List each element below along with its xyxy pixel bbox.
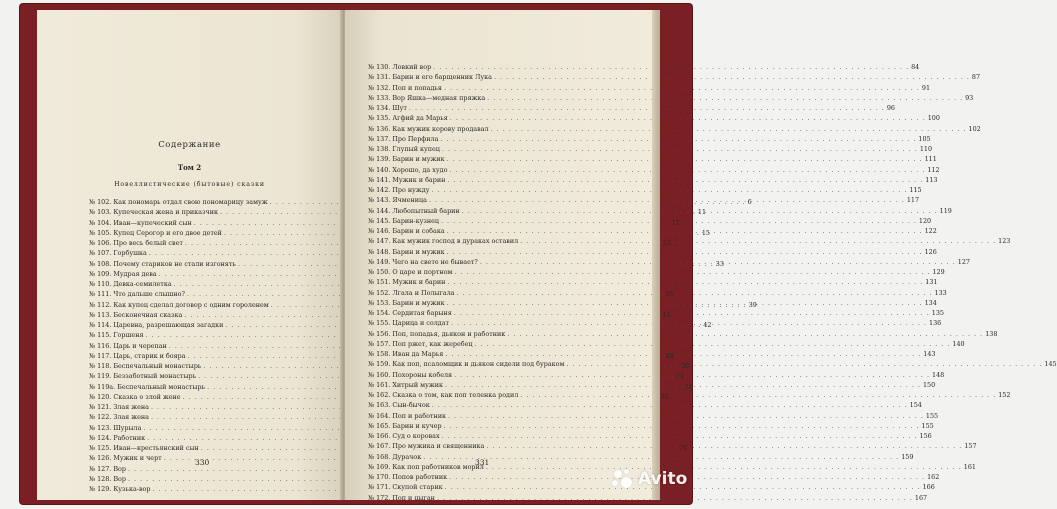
entry-page: 100 [927,114,940,123]
dot-leader [440,144,920,154]
entry-number: № 120. [89,392,112,401]
page-number-left: 330 [195,458,210,467]
entry-number: № 112. [89,300,112,309]
entry-page: 138 [985,329,998,338]
entry-number: № 164. [368,411,391,420]
entry-page: 22 [662,239,671,247]
entry-number: № 125. [89,444,112,452]
entry-page: 133 [934,288,947,297]
dot-leader [442,83,922,93]
entry-page: 120 [918,216,932,225]
toc-entry [368,247,937,257]
entry-page: 52 [676,372,685,381]
entry-page: 48 [665,351,674,360]
entry-page: 115 [909,186,922,194]
entry-title: Вор [113,474,126,483]
dot-leader [452,370,932,380]
entry-page: 136 [929,319,942,328]
entry-number: № 102. [89,198,112,206]
entry-number: № 146. [368,227,391,235]
toc-entry [89,464,331,474]
entry-title: Что дальше слышно? [113,290,185,299]
entry-title: Бесконечная сказка [113,310,183,319]
dot-leader [429,185,909,195]
dot-leader [447,165,927,175]
entry-title: Барин и кучер [392,421,442,430]
entry-page: 96 [886,104,895,112]
toc-entry [89,423,331,433]
entry-title: Про Перфила [392,134,439,143]
entry-page: 152 [998,391,1011,399]
entry-page: 105 [918,134,931,143]
entry-title: Поп и попадья [392,83,442,92]
entry-number: № 106. [89,239,112,247]
entry-page: 36 [664,290,673,299]
entry-number: № 139. [368,155,391,164]
entry-number: № 147. [368,237,391,246]
entry-number: № 137. [368,134,391,143]
entry-number: № 163. [368,401,391,410]
entry-number: № 141. [368,175,391,184]
entry-title: Как поп работников морил [392,462,484,471]
entry-number: № 121. [89,403,112,411]
entry-number: № 132. [368,83,391,92]
toc-entry [89,412,331,422]
entry-title: Купец Серогор и его двое детей [113,228,222,237]
dot-leader [439,216,919,226]
entry-title: Вор Яшка—медная пряжка [392,93,486,102]
entry-number: № 157. [368,339,391,348]
entry-page: 143 [923,350,936,358]
dot-leader [484,441,964,451]
entry-title: Барин и его барщенник Лука [392,73,492,82]
entry-number: № 130. [368,63,391,71]
entry-page: 33 [715,259,724,268]
entry-number: № 123. [89,423,112,432]
avito-dots-icon [612,468,634,490]
dot-leader [431,62,911,72]
entry-page: 112 [927,165,940,174]
toc-entry [89,453,331,463]
entry-title: Шут [392,104,407,112]
dot-leader [448,113,928,123]
entry-title: Ловкий вор [392,63,432,71]
entry-number: № 128. [89,474,112,483]
entry-number: № 169. [368,462,391,471]
entry-page: 134 [924,298,937,307]
dot-leader [407,103,887,113]
entry-title: Сын-бычок [392,401,430,410]
entry-page: 155 [925,411,939,420]
entry-number: № 153. [368,298,391,307]
toc-entry [89,474,331,484]
entry-number: № 159. [368,360,391,369]
entry-page: 157 [964,442,977,451]
entry-title: О царе и портном [392,268,453,276]
dot-leader [440,431,920,441]
dot-leader [435,493,915,503]
entry-title: Царь и черепан [113,341,167,350]
entry-number: № 104. [89,218,112,227]
entry-page: 42 [703,321,712,329]
entry-title: Горбушка [113,249,147,258]
entry-title: Кузька-вор [113,485,151,493]
entry-title: Злая жена [113,413,149,422]
entry-number: № 116. [89,341,112,350]
entry-title: Беспечальный монастырь [113,362,202,370]
dot-leader [445,175,925,185]
toc-entry [368,72,981,82]
entry-number: № 110. [89,280,112,288]
entry-page: 167 [914,493,928,502]
entry-page: 159 [901,452,914,461]
entry-page: 140 [952,339,965,348]
entry-title: Царевна, разрешающая загадки [113,321,224,329]
entry-number: № 151. [368,278,391,287]
page-edge [652,10,660,500]
entry-title: Глупый купец [392,145,440,153]
entry-title: Иван—купеческий сын [113,218,192,227]
entry-number: № 161. [368,380,391,389]
entry-title: Иван—крестьянский сын [113,444,199,452]
entry-title: Беззаботный монастырь [113,372,197,381]
dot-leader [492,72,972,82]
entry-page: 87 [971,73,981,82]
entry-title: Сказка о том, как поп теленка родил [392,391,519,399]
dot-leader [564,359,1044,369]
toc-entry [368,400,922,410]
toc-entry [368,144,933,154]
dot-leader [489,124,969,134]
entry-title: Барин и мужик [392,247,445,256]
dot-leader [455,288,935,298]
entry-title: Поп и работник [392,411,446,420]
dot-leader [445,277,925,287]
entry-number: № 114. [89,321,112,329]
toc-entry [89,433,331,443]
entry-title: Шурыла [113,423,142,432]
entry-number: № 143. [368,196,391,205]
toc-entry [89,269,331,279]
dot-leader [445,154,925,164]
toc-entry [89,279,331,289]
entry-number: № 119а. [89,382,116,391]
entry-title: Любопытный барин [392,206,460,215]
entry-title: Девка-семилетка [113,280,172,288]
entry-number: № 168. [368,452,391,461]
entry-number: № 135. [368,114,391,123]
entry-title: Как пономарь отдал свою пономарицу замуж [113,198,268,206]
entry-title: Злая жена [113,403,149,411]
entry-title: Почему стариков не стали изгонять [113,259,236,268]
entry-number: № 124. [89,433,112,442]
toc-entry [368,93,974,103]
entry-page: 145 [1044,360,1057,369]
entry-page: 148 [932,370,945,379]
entry-number: № 148. [368,247,391,256]
entry-number: № 150. [368,268,391,276]
toc-entry [368,103,895,113]
dot-leader [472,339,952,349]
entry-title: Поп ржет, как жеребец [392,339,473,348]
entry-page: 56 [660,392,669,401]
toc-entry [368,462,976,472]
entry-page: 122 [924,227,937,235]
entry-page: 119 [939,206,952,215]
entry-title: Про мужика и священника [392,442,485,451]
entry-title: Сердитая барыня [392,309,452,317]
entry-page: 154 [909,401,922,410]
dot-leader [438,134,918,144]
entry-page: 102 [968,124,981,133]
entry-page: 117 [906,196,920,205]
entry-title: Как мужик господ в дураках оставил [392,237,519,246]
toc-entry [368,175,938,185]
toc-entry [368,421,934,431]
entry-number: № 109. [89,269,112,278]
entry-page: 11 [671,218,680,227]
entry-title: Как поп, псаломщик и дьякон сидели под бураком [392,360,565,369]
entry-number: № 162. [368,391,391,399]
entry-number: № 156. [368,329,391,338]
entry-page: 166 [922,483,935,492]
dot-leader [484,462,964,472]
entry-number: № 166. [368,432,391,440]
toc-entry [368,62,920,72]
entry-page: 127 [957,257,970,266]
section-title: Новеллистические (бытовые) сказки [114,181,265,188]
toc-entry [368,329,998,339]
entry-title: Мужик и барин [392,278,446,287]
dot-leader [446,411,926,421]
entry-number: № 129. [89,485,112,493]
toc-entry [368,277,938,287]
toc-entry [368,134,931,144]
toc-entry [368,154,937,164]
entry-title: Барин-кузнец [392,216,439,225]
entry-page: 156 [919,432,932,440]
dot-leader [430,400,910,410]
dot-leader [445,298,925,308]
entry-number: № 155. [368,319,391,328]
entry-page: 111 [924,155,937,164]
entry-title: Как мужик корову продавал [392,124,489,133]
toc-entry [368,83,931,93]
dot-leader [518,236,998,246]
entry-page: 161 [963,462,976,471]
avito-watermark [612,468,687,490]
toc-entry [89,402,331,412]
entry-number: № 107. [89,249,112,258]
entry-title: Агфий да Марья [392,114,448,123]
entry-page: 162 [927,473,940,481]
entry-page: 70 [678,444,687,452]
entry-page: 93 [965,93,974,102]
entry-page: 84 [911,63,920,71]
dot-leader [442,421,922,431]
entry-title: Мужик и барин [392,175,446,184]
entry-page: 113 [925,175,938,184]
entry-page: 135 [931,309,944,317]
toc-entry [368,124,981,134]
entry-title: Поп и цыган [392,493,435,502]
entry-number: № 133. [368,93,391,102]
dot-leader [518,390,998,400]
entry-number: № 103. [89,208,112,217]
toc-entry [368,452,914,462]
entry-number: № 115. [89,331,112,340]
toc-entry [368,195,920,205]
toc-entry [368,339,965,349]
entry-number: № 108. [89,259,112,268]
entry-number: № 113. [89,310,112,319]
entry-number: № 170. [368,473,391,481]
dot-leader [445,226,925,236]
entry-number: № 126. [89,454,112,463]
toc-entry [368,482,935,492]
entry-title: Хитрый мужик [392,380,443,389]
entry-title: Вор [113,464,126,473]
entry-number: № 131. [368,73,391,82]
toc-entry [368,411,939,421]
toc-entry [368,267,945,277]
entry-title: Царица и солдат [392,319,450,328]
entry-number: № 149. [368,257,391,266]
entry-title: Похороны кобеля [392,370,453,379]
entry-number: № 172. [368,493,391,502]
dot-leader [505,329,985,339]
entry-page: 11 [697,208,707,217]
entry-title: Ячменица [392,196,427,205]
toc-entry [368,185,922,195]
entry-title: Скупой старик [392,483,443,492]
entry-page: 50 [681,362,690,370]
entry-title: Царь, старик и бояра [113,351,186,360]
entry-number: № 152. [368,288,391,297]
entry-title: Сказка о злой жене [113,392,181,401]
entry-page: 39 [748,300,757,309]
entry-number: № 140. [368,165,391,174]
dot-leader [445,247,925,257]
entry-number: № 136. [368,124,391,133]
dot-leader [452,308,932,318]
entry-page: 55 [685,382,694,391]
dot-leader [443,349,923,359]
entry-title: Горшеня [113,331,144,340]
entry-number: № 138. [368,145,391,153]
entry-number: № 127. [89,464,112,473]
dot-leader [443,380,923,390]
dot-leader [449,318,929,328]
entry-page: 150 [922,380,936,389]
entry-page: 123 [998,237,1011,246]
entry-title: Хорошо, да худо [392,165,448,174]
entry-title: Барин и мужик [392,298,445,307]
toc-entry [368,165,940,175]
entry-title: Про весь белый свет [113,239,183,247]
entry-number: № 119. [89,372,112,381]
entry-page: 91 [921,83,931,92]
toc-entry [89,248,331,258]
entry-number: № 167. [368,442,391,451]
entry-title: Работник [113,433,146,442]
entry-number: № 145. [368,216,391,225]
entry-number: № 160. [368,370,391,379]
entry-page: 6 [747,198,752,206]
toc-entry [89,330,331,340]
entry-title: Иван да Марья [392,350,444,358]
entry-number: № 117. [89,351,112,360]
volume-label: Том 2 [177,163,202,172]
watermark-text: Avito [638,469,688,489]
page-number-right: 331 [475,458,490,467]
entry-number: № 154. [368,309,391,317]
entry-title: Барин и собака [392,227,445,235]
entry-title: Беспечальный монастырь [117,382,206,391]
entry-number: № 158. [368,350,391,358]
entry-title: Чего на свете не бывает? [392,257,478,266]
entry-title: Попов работник [392,473,448,481]
entry-title: Мужик и черт [113,454,162,463]
dot-leader [421,452,901,462]
entry-number: № 134. [368,104,391,112]
toc-entry [368,206,952,216]
entry-title: Барин и мужик [392,155,445,164]
entry-title: Дурачок [392,452,422,461]
entry-page: 15 [701,228,710,237]
contents-title: Содержание [158,140,221,150]
toc-entry [89,484,331,494]
entry-title: Лгала и Полыгала [392,288,455,297]
entry-number: № 111. [89,290,112,299]
entry-title: Мудрая дева [113,269,157,278]
toc-entry [368,493,928,503]
entry-title: Как купец сделал договор с одним гороленем [113,300,269,309]
entry-number: № 171. [368,483,391,492]
entry-number: № 165. [368,421,391,430]
entry-number: № 142. [368,186,391,194]
dot-leader [485,93,965,103]
toc-entry [368,113,940,123]
entry-page: 110 [919,145,933,153]
entry-number: № 122. [89,413,112,422]
entry-title: Суд о коровах [392,432,440,440]
entry-title: Про нужду [392,186,430,194]
entry-title: Поп, попадья, дьякон и работник [392,329,506,338]
entry-page: 131 [925,278,938,287]
entry-page: 155 [921,421,934,430]
dot-leader [453,267,933,277]
entry-page: 126 [924,247,937,256]
entry-number: № 144. [368,206,391,215]
entry-page: 41 [662,310,671,319]
entry-number: № 105. [89,228,112,237]
dot-leader [478,257,958,267]
toc-entry [368,431,932,441]
dot-leader [427,195,907,205]
entry-title: Купеческая жена и приказчик [113,208,218,217]
dot-leader [460,206,940,216]
entry-page: 129 [932,268,945,276]
toc-entry [89,341,331,351]
entry-number: № 118. [89,362,112,370]
